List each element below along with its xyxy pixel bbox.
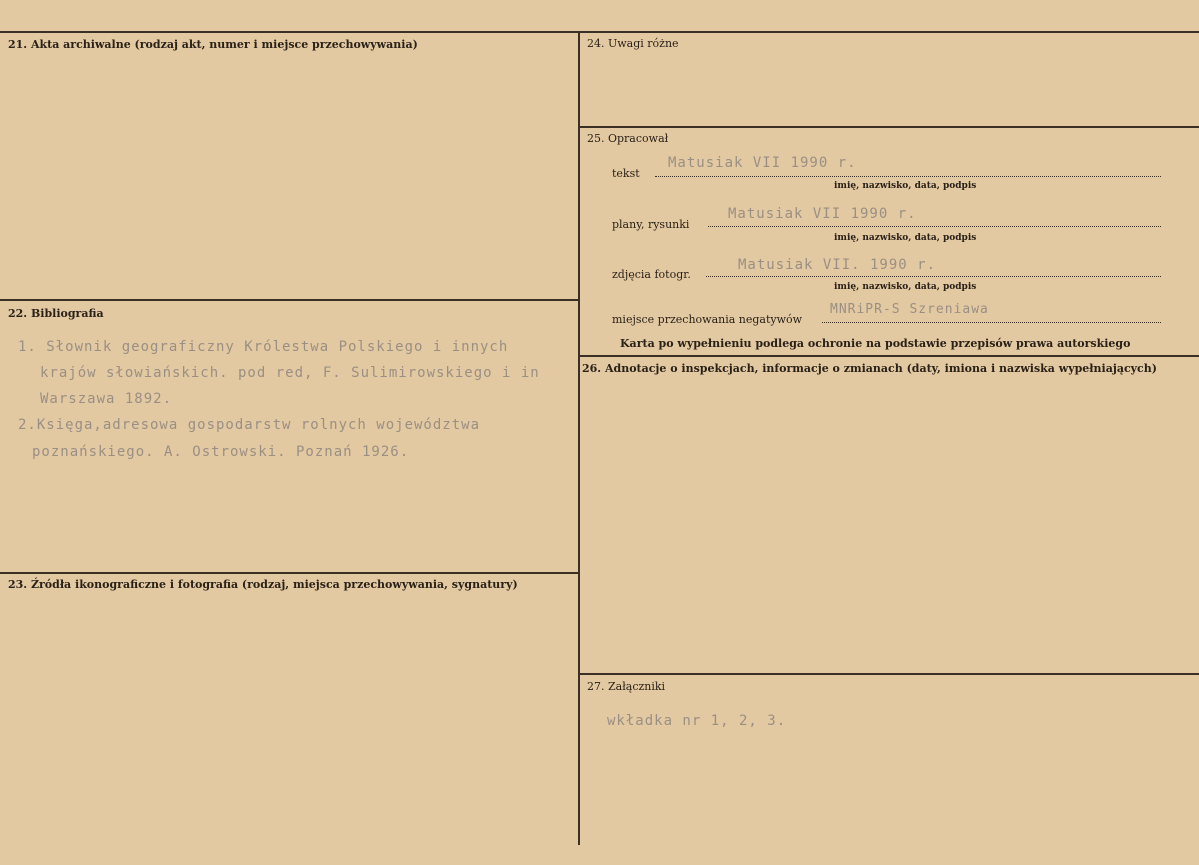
negatywy-line bbox=[822, 322, 1161, 323]
plany-line bbox=[708, 226, 1161, 227]
negatywy-label: miejsce przechowania negatywów bbox=[612, 313, 803, 326]
bibliography-line-1: 1. Słownik geograficzny Królestwa Polskiego i innych bbox=[18, 339, 509, 355]
plany-caption: imię, nazwisko, data, podpis bbox=[834, 233, 977, 243]
divider-22-23 bbox=[0, 572, 580, 574]
section-21-title: 21. Akta archiwalne (rodzaj akt, numer i miejsce przechowywania) bbox=[8, 38, 418, 51]
divider-21-22 bbox=[0, 299, 580, 301]
section-25-title: 25. Opracował bbox=[587, 132, 669, 145]
negatywy-value: MNRiPR-S Szreniawa bbox=[830, 302, 989, 317]
zdjecia-caption: imię, nazwisko, data, podpis bbox=[834, 282, 977, 292]
section-22-title: 22. Bibliografia bbox=[8, 307, 104, 320]
bibliography-line-3: Warszawa 1892. bbox=[40, 391, 173, 407]
divider-25-26 bbox=[578, 355, 1199, 357]
zdjecia-line bbox=[706, 276, 1161, 277]
zdjecia-value: Matusiak VII. 1990 r. bbox=[738, 257, 937, 273]
divider-26-27 bbox=[578, 673, 1199, 675]
bibliography-line-2: krajów słowiańskich. pod red, F. Sulimirowskiego i in bbox=[40, 365, 540, 381]
section-26-title: 26. Adnotacje o inspekcjach, informacje o zmianach (daty, imiona i nazwiska wypełniających) bbox=[582, 362, 1157, 375]
plany-label: plany, rysunki bbox=[612, 218, 690, 231]
plany-value: Matusiak VII 1990 r. bbox=[728, 206, 917, 222]
center-divider bbox=[578, 31, 580, 845]
section-23-title: 23. Źródła ikonograficzne i fotografia (rodzaj, miejsca przechowywania, sygnatury) bbox=[8, 578, 518, 591]
bibliography-line-5: poznańskiego. A. Ostrowski. Poznań 1926. bbox=[32, 444, 410, 460]
bibliography-line-4: 2.Księga,adresowa gospodarstw rolnych województwa bbox=[18, 417, 481, 433]
tekst-line bbox=[655, 176, 1161, 177]
tekst-value: Matusiak VII 1990 r. bbox=[668, 155, 857, 171]
tekst-caption: imię, nazwisko, data, podpis bbox=[834, 181, 977, 191]
zdjecia-label: zdjęcia fotogr. bbox=[612, 268, 691, 281]
section-24-title: 24. Uwagi różne bbox=[587, 37, 679, 50]
top-border bbox=[0, 31, 1199, 33]
copyright-note: Karta po wypełnieniu podlega ochronie na podstawie przepisów prawa autorskiego bbox=[620, 337, 1131, 350]
divider-24-25 bbox=[578, 126, 1199, 128]
section-27-title: 27. Załączniki bbox=[587, 680, 666, 693]
tekst-label: tekst bbox=[612, 167, 640, 180]
attachments-value: wkładka nr 1, 2, 3. bbox=[607, 713, 787, 729]
